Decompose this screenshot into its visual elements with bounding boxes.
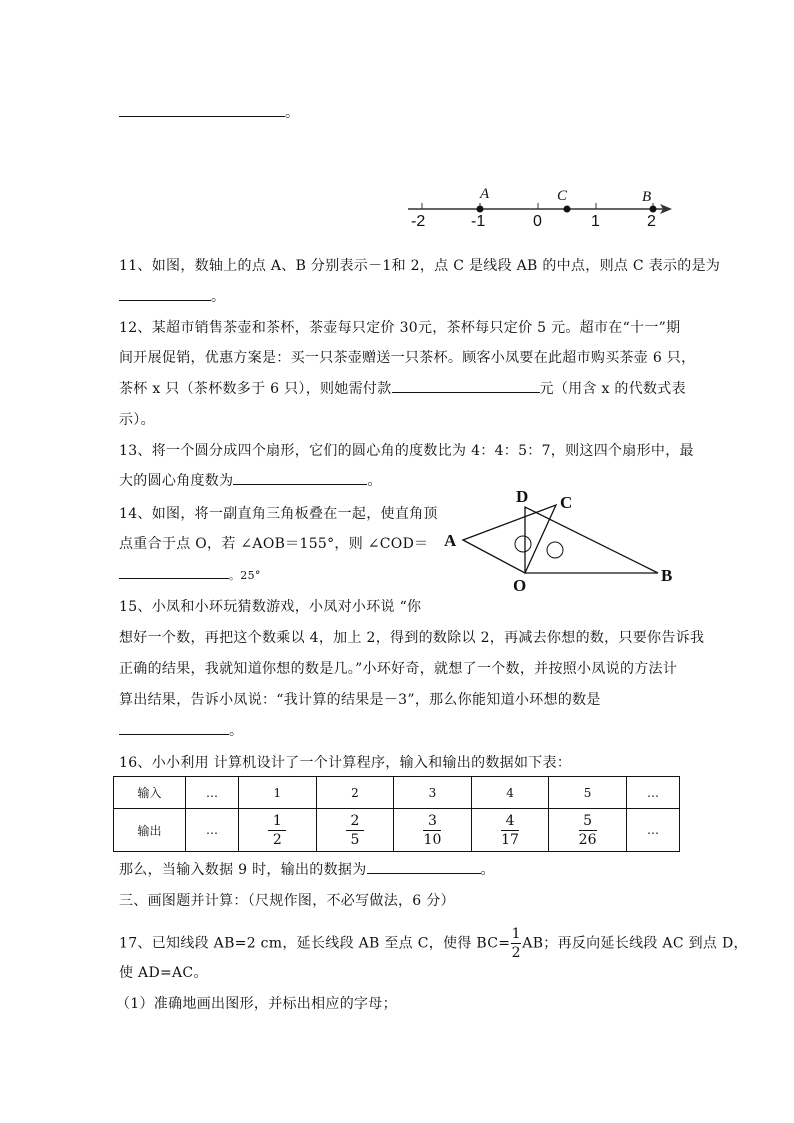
table-cell-ellipsis: … bbox=[626, 777, 679, 809]
answer-blank bbox=[392, 378, 540, 393]
q14-answer-line: 。25° bbox=[119, 564, 261, 583]
answer-blank bbox=[233, 470, 367, 485]
label-C: C bbox=[560, 493, 573, 512]
triangle-hole-right bbox=[547, 542, 563, 558]
table-cell-input: 2 bbox=[316, 777, 394, 809]
table-cell-output bbox=[549, 809, 627, 852]
fraction: $\frac{1}{2}$ bbox=[268, 813, 286, 848]
answer-blank bbox=[119, 720, 229, 735]
table-cell-input: 1 bbox=[239, 777, 317, 809]
number-line-figure bbox=[400, 186, 690, 236]
top-answer-line: 。 bbox=[119, 102, 299, 122]
q17-sub1: （1）准确地画出图形，并标出相应的字母； bbox=[116, 996, 397, 1012]
triangle-DOB bbox=[525, 507, 658, 573]
q14-line1: 14、如图，将一副直角三角板叠在一起，使直角顶 bbox=[119, 506, 438, 522]
table-row-input bbox=[114, 777, 680, 809]
label-O: O bbox=[513, 576, 527, 595]
answer-blank bbox=[119, 286, 211, 301]
table-cell-input: 5 bbox=[549, 777, 627, 809]
point-C-dot bbox=[564, 206, 571, 213]
q15-line2: 想好一个数，再把这个数乘以 4，加上 2，得到的数除以 2，再减去你想的数，只要你告诉我 bbox=[119, 630, 705, 646]
q16-after-line: 那么，当输入数据 9 时，输出的数据为 。 bbox=[119, 859, 495, 879]
tick-label: 0 bbox=[533, 213, 542, 230]
table-header-input: 输入 bbox=[114, 777, 186, 809]
fraction: $\frac{4}{17}$ bbox=[501, 812, 519, 848]
q15-answer-line: 。 bbox=[119, 720, 243, 740]
triangles-figure bbox=[440, 485, 685, 600]
table-cell-input: 3 bbox=[394, 777, 472, 809]
q15-line3: 正确的结果，我就知道你想的数是几。”小环好奇，就想了一个数，并按照小凤说的方法计 bbox=[119, 661, 678, 677]
table-cell-output bbox=[239, 809, 317, 852]
table-cell-ellipsis: … bbox=[626, 809, 679, 852]
tick-label: 2 bbox=[647, 213, 656, 230]
table-cell-ellipsis: … bbox=[186, 809, 239, 852]
answer-blank bbox=[119, 564, 229, 579]
table-cell-output bbox=[316, 809, 394, 852]
fraction: $\frac{2}{5}$ bbox=[346, 813, 364, 848]
q16-line1: 16、小小利用 计算机设计了一个计算程序，输入和输出的数据如下表： bbox=[119, 755, 572, 771]
table-row-output bbox=[114, 809, 680, 852]
q12-line1: 12、某超市销售茶壶和茶杯，茶壶每只定价 30元，茶杯每只定价 5 元。超市在“十一”期 bbox=[119, 320, 681, 336]
answer-blank bbox=[367, 859, 481, 874]
q13-line2: 大的圆心角度数为 。 bbox=[119, 470, 382, 490]
q12-line2: 间开展促销，优惠方案是：买一只茶壶赠送一只茶杯。顾客小凤要在此超市购买茶壶 6 只， bbox=[119, 350, 696, 366]
q12-line4: 示）。 bbox=[119, 412, 155, 428]
q14-line2: 点重合于点 O，若 ∠AOB＝155°，则 ∠COD＝ bbox=[119, 536, 429, 552]
label-B: B bbox=[661, 566, 673, 585]
io-table bbox=[113, 776, 680, 852]
table-cell-input: 4 bbox=[471, 777, 549, 809]
q17-line2: 使 AD=AC。 bbox=[119, 965, 208, 981]
point-B-dot bbox=[650, 206, 657, 213]
q17-line1: 17、已知线段 AB=2 cm，延长线段 AB 至点 C，使得 BC= $\frac{1}{2}$ AB；再反向延长线段 AC 到点 D， bbox=[119, 926, 748, 961]
triangle-hole-left bbox=[515, 536, 531, 552]
fraction-one-half: $\frac{1}{2}$ bbox=[511, 926, 521, 961]
q15-line4: 算出结果，告诉小凤说：“我计算的结果是－3”，那么你能知道小环想的数是 bbox=[119, 692, 601, 708]
q11-answer-line: 。 bbox=[119, 286, 225, 306]
section3-title: 三、画图题并计算：（尺规作图，不必写做法，6 分） bbox=[119, 893, 455, 909]
fraction: $\frac{5}{26}$ bbox=[578, 812, 597, 848]
table-header-output: 输出 bbox=[114, 809, 186, 852]
table-cell-output bbox=[471, 809, 549, 852]
table-cell-output bbox=[394, 809, 472, 852]
label-D: D bbox=[516, 487, 529, 506]
label-A: A bbox=[444, 531, 457, 550]
point-label-B: B bbox=[642, 189, 652, 205]
point-A-dot bbox=[477, 206, 484, 213]
q13-line1: 13、将一个圆分成四个扇形，它们的圆心角的度数比为 4：4：5：7，则这四个扇形中，最 bbox=[119, 443, 694, 459]
tick-label: -1 bbox=[471, 213, 486, 230]
q15-line1: 15、小凤和小环玩猜数游戏，小凤对小环说 “你 bbox=[119, 599, 422, 615]
answer-blank bbox=[119, 102, 285, 117]
q12-line3: 茶杯 x 只（茶杯数多于 6 只），则她需付款 元（用含 x 的代数式表 bbox=[119, 378, 686, 398]
fraction: $\frac{3}{10}$ bbox=[423, 812, 442, 848]
point-label-A: A bbox=[480, 186, 490, 202]
point-label-C: C bbox=[557, 188, 568, 204]
q11-line1: 11、如图，数轴上的点 A、B 分别表示－1和 2，点 C 是线段 AB 的中点，则点 C 表示的是为 bbox=[119, 258, 721, 274]
tick-label: -2 bbox=[411, 213, 426, 230]
table-cell-ellipsis: … bbox=[186, 777, 239, 809]
tick-label: 1 bbox=[591, 213, 600, 230]
